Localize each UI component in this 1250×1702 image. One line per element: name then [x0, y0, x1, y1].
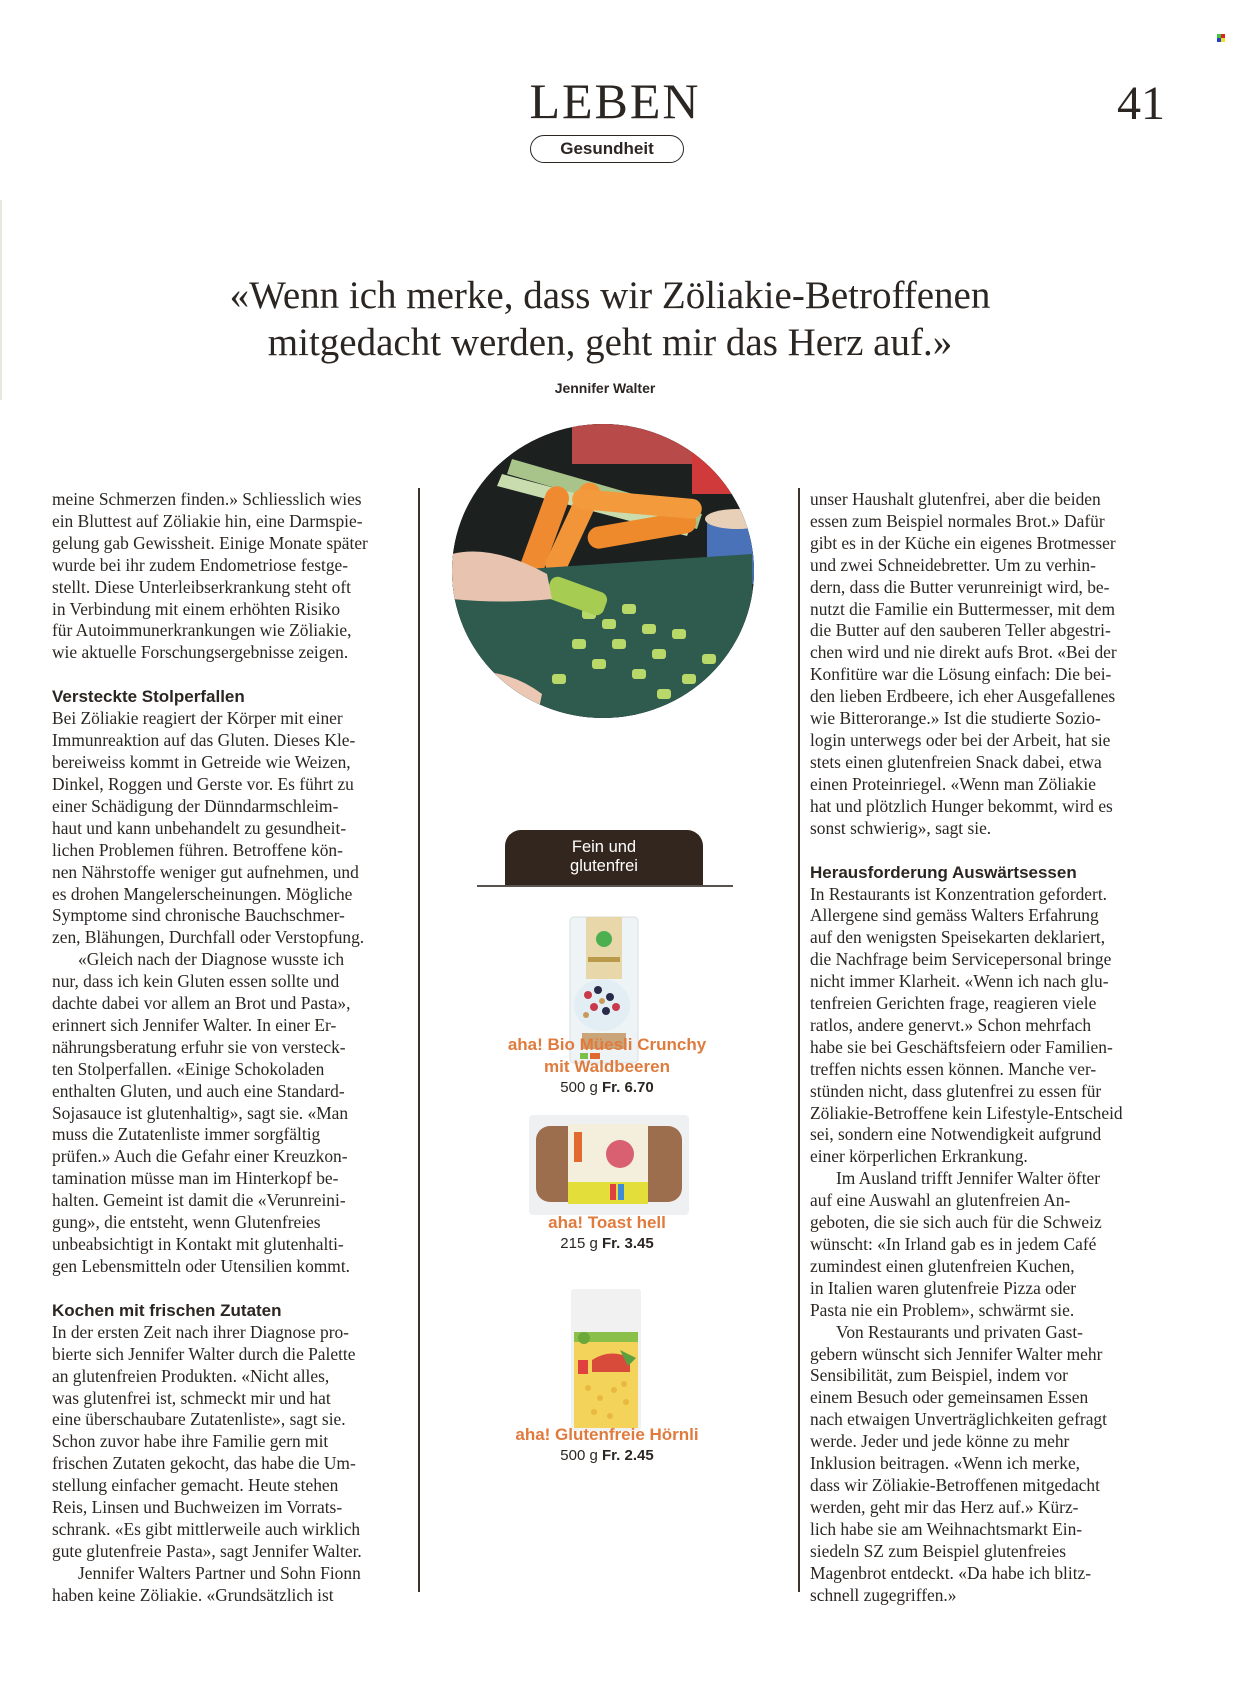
sidebar-title-tab: Fein und glutenfrei: [505, 830, 703, 886]
article-column-right: [810, 489, 1165, 1606]
paragraph: In Restaurants ist Konzentration gefordert. Allergene sind gemäss Walters Erfahrung auf den wenigsten Speisekarten deklariert, die Nachfrage beim Servicepersonal bringe nicht immer Klarheit. «Wenn ich nach glu- tenfreien Gerichten frage, reagieren viele ratlos, andere genervt.» Schon mehrfach habe sie bei Geschäftsfeiern oder Familien- treffen nichts essen können. Manche ver- stünden nicht, dass glutenfrei zu essen für Zöliakie-Betroffene kein Lifestyle-Entscheid sei, sondern eine Notwendigkeit aufgrund einer körperlichen Erkrankung.: [810, 883, 1123, 1167]
product-name: aha! Bio Müesli Crunchy: [507, 1035, 707, 1054]
product-name: mit Waldbeeren: [544, 1057, 670, 1076]
product-price: 500 g Fr. 6.70: [560, 1079, 654, 1096]
section-title: LEBEN: [529, 73, 701, 129]
paragraph: Jennifer Walters Partner und Sohn Fionn haben keine Zöliakie. «Grundsätzlich ist: [52, 1562, 361, 1605]
column-divider: [418, 488, 420, 1592]
paragraph: Von Restaurants und privaten Gast- gebern wünscht sich Jennifer Walter mehr Sensibilität, zum Beispiel, indem vor einem Besuch oder gemeinsamen Essen nach etwaigen Unverträglichkeiten gefragt werde. Jeder und jede könne zu mehr Inklusion beitragen. «Wenn ich merke, dass wir Zöliakie-Betroffenen mitgedacht werden, geht mir das Herz auf.» Kürz- lich habe sie am Weihnachtsmarkt Ein- siedeln SZ zum Beispiel glutenfreies Magenbrot entdeckt. «Da habe ich blitz- schnell zugegriffen.»: [810, 1321, 1107, 1605]
subheading: Kochen mit frischen Zutaten: [52, 1300, 282, 1320]
paragraph: Im Ausland trifft Jennifer Walter öfter auf eine Auswahl an glutenfreien An- geboten, die sie sich auch für die Schweiz wünscht: «In Irland gab es in jedem Café zumindest einen glutenfreien Kuchen, in Italien waren glutenfreie Pizza oder Pasta nie ein Problem», schwärmt sie.: [810, 1168, 1102, 1320]
paragraph: Bei Zöliakie reagiert der Körper mit einer Immunreaktion auf das Gluten. Dieses Kle- bereiweiss kommt in Getreide wie Weizen, Dinkel, Roggen und Gerste vor. Es führt zu einer Schädigung der Dünndarmschleim- haut und kann unbehandelt zu gesundheit- lichen Problemen führen. Betroffene kön- nen Nährstoffe weniger gut aufnehmen, und es drohen Mangelerscheinungen. Mögliche Symptome sind chronische Bauchschmer- zen, Blähungen, Durchfall oder Verstopfung.: [52, 708, 365, 948]
product-name: aha! Toast hell: [548, 1213, 666, 1232]
sidebar-rule: [477, 885, 733, 887]
toast-package-image: [528, 1110, 690, 1216]
quote-author: Jennifer Walter: [554, 380, 656, 396]
page-edge: [0, 200, 2, 400]
product-card: [462, 1424, 752, 1466]
pull-quote-line: mitgedacht werden, geht mir das Herz auf.»: [267, 321, 953, 364]
paragraph: «Gleich nach der Diagnose wusste ich nur, dass ich kein Gluten essen sollte und dachte dabei vor allem an Brot und Pasta», erinnert sich Jennifer Walter. In einer Er- nährungsberatung erfuhr sie von versteck- ten Stolperfallen. «Einige Schokoladen enthalten Gluten, und auch eine Standard- Sojasauce ist glutenhaltig», sagt sie. «Man muss die Zutatenliste immer sorgfältig prüfen.» Auch die Gefahr einer Kreuzkon- tamination müsse man im Hinterkopf be- halten. Gemeint ist damit die «Verunreini- gung», die entsteht, wenn Glutenfreies unbeabsichtigt in Kontakt mit glutenhalti- gen Lebensmitteln oder Utensilien kommt.: [52, 949, 351, 1276]
print-registration-mark: [1217, 34, 1225, 42]
paragraph: unser Haushalt glutenfrei, aber die beiden essen zum Beispiel normales Brot.» Dafür gibt es in der Küche ein eigenes Brotmesser und zwei Schneidebretter. Um zu verhin- dern, dass die Butter verunreinigt wird, be- nutzt die Familie ein Buttermesser, mit dem die Butter auf den sauberen Teller abgestri- chen wird und nie direkt aufs Brot. «Bei der Konfitüre war die Lösung einfach: Die bei- den lieben Erdbeere, ich eher Ausgefallenes wie Bitterorange.» Ist die studierte Sozio- login unterwegs oder bei der Arbeit, hat sie stets einen glutenfreien Snack dabei, etwa einen Proteinriegel. «Wenn man Zöliakie hat und plötzlich Hunger bekommt, wird es sonst schwierig», sagt sie.: [810, 489, 1117, 838]
paragraph: meine Schmerzen finden.» Schliesslich wies ein Bluttest auf Zöliakie hin, eine Darmspie- gelung gab Gewissheit. Einige Monate später wurde bei ihr zudem Endometriose festge- stellt. Diese Unterleibserkrankung steht oft in Verbindung mit einem erhöhten Risiko für Autoimmunerkrankungen wie Zöliakie, wie aktuelle Forschungsergebnisse zeigen.: [52, 489, 368, 663]
pasta-package-image: [570, 1288, 642, 1432]
product-card: [462, 1034, 752, 1098]
product-name: aha! Glutenfreie Hörnli: [515, 1425, 699, 1444]
product-card: [462, 1212, 752, 1254]
column-divider: [798, 488, 800, 1592]
vegetable-cutting-photo: [452, 424, 754, 718]
article-photo: [452, 424, 754, 718]
pull-quote-line: «Wenn ich merke, dass wir Zöliakie-Betroffenen: [229, 274, 991, 317]
subheading: Versteckte Stolperfallen: [52, 687, 245, 707]
product-price: 215 g Fr. 3.45: [560, 1235, 654, 1252]
paragraph: In der ersten Zeit nach ihrer Diagnose pro- bierte sich Jennifer Walter durch die Palette an glutenfreien Produkten. «Nicht alles, was glutenfrei ist, schmeckt mir und hat eine überschaubare Zutatenliste», sagt sie. Schon zuvor habe ihre Familie gern mit frischen Zutaten gekocht, das habe die Um- stellung einfacher gemacht. Heute stehen Reis, Linsen und Buchweizen im Vorrats- schrank. «Es gibt mittlerweile auch wirklich gute glutenfreie Pasta», sagt Jennifer Walter.: [52, 1321, 362, 1561]
category-tag: Gesundheit: [530, 135, 684, 163]
subheading: Herausforderung Auswärtsessen: [810, 862, 1077, 882]
article-column-left: [52, 489, 407, 1607]
pull-quote: [140, 272, 1080, 366]
product-price: 500 g Fr. 2.45: [560, 1447, 654, 1464]
page-number: 41: [1117, 77, 1165, 130]
